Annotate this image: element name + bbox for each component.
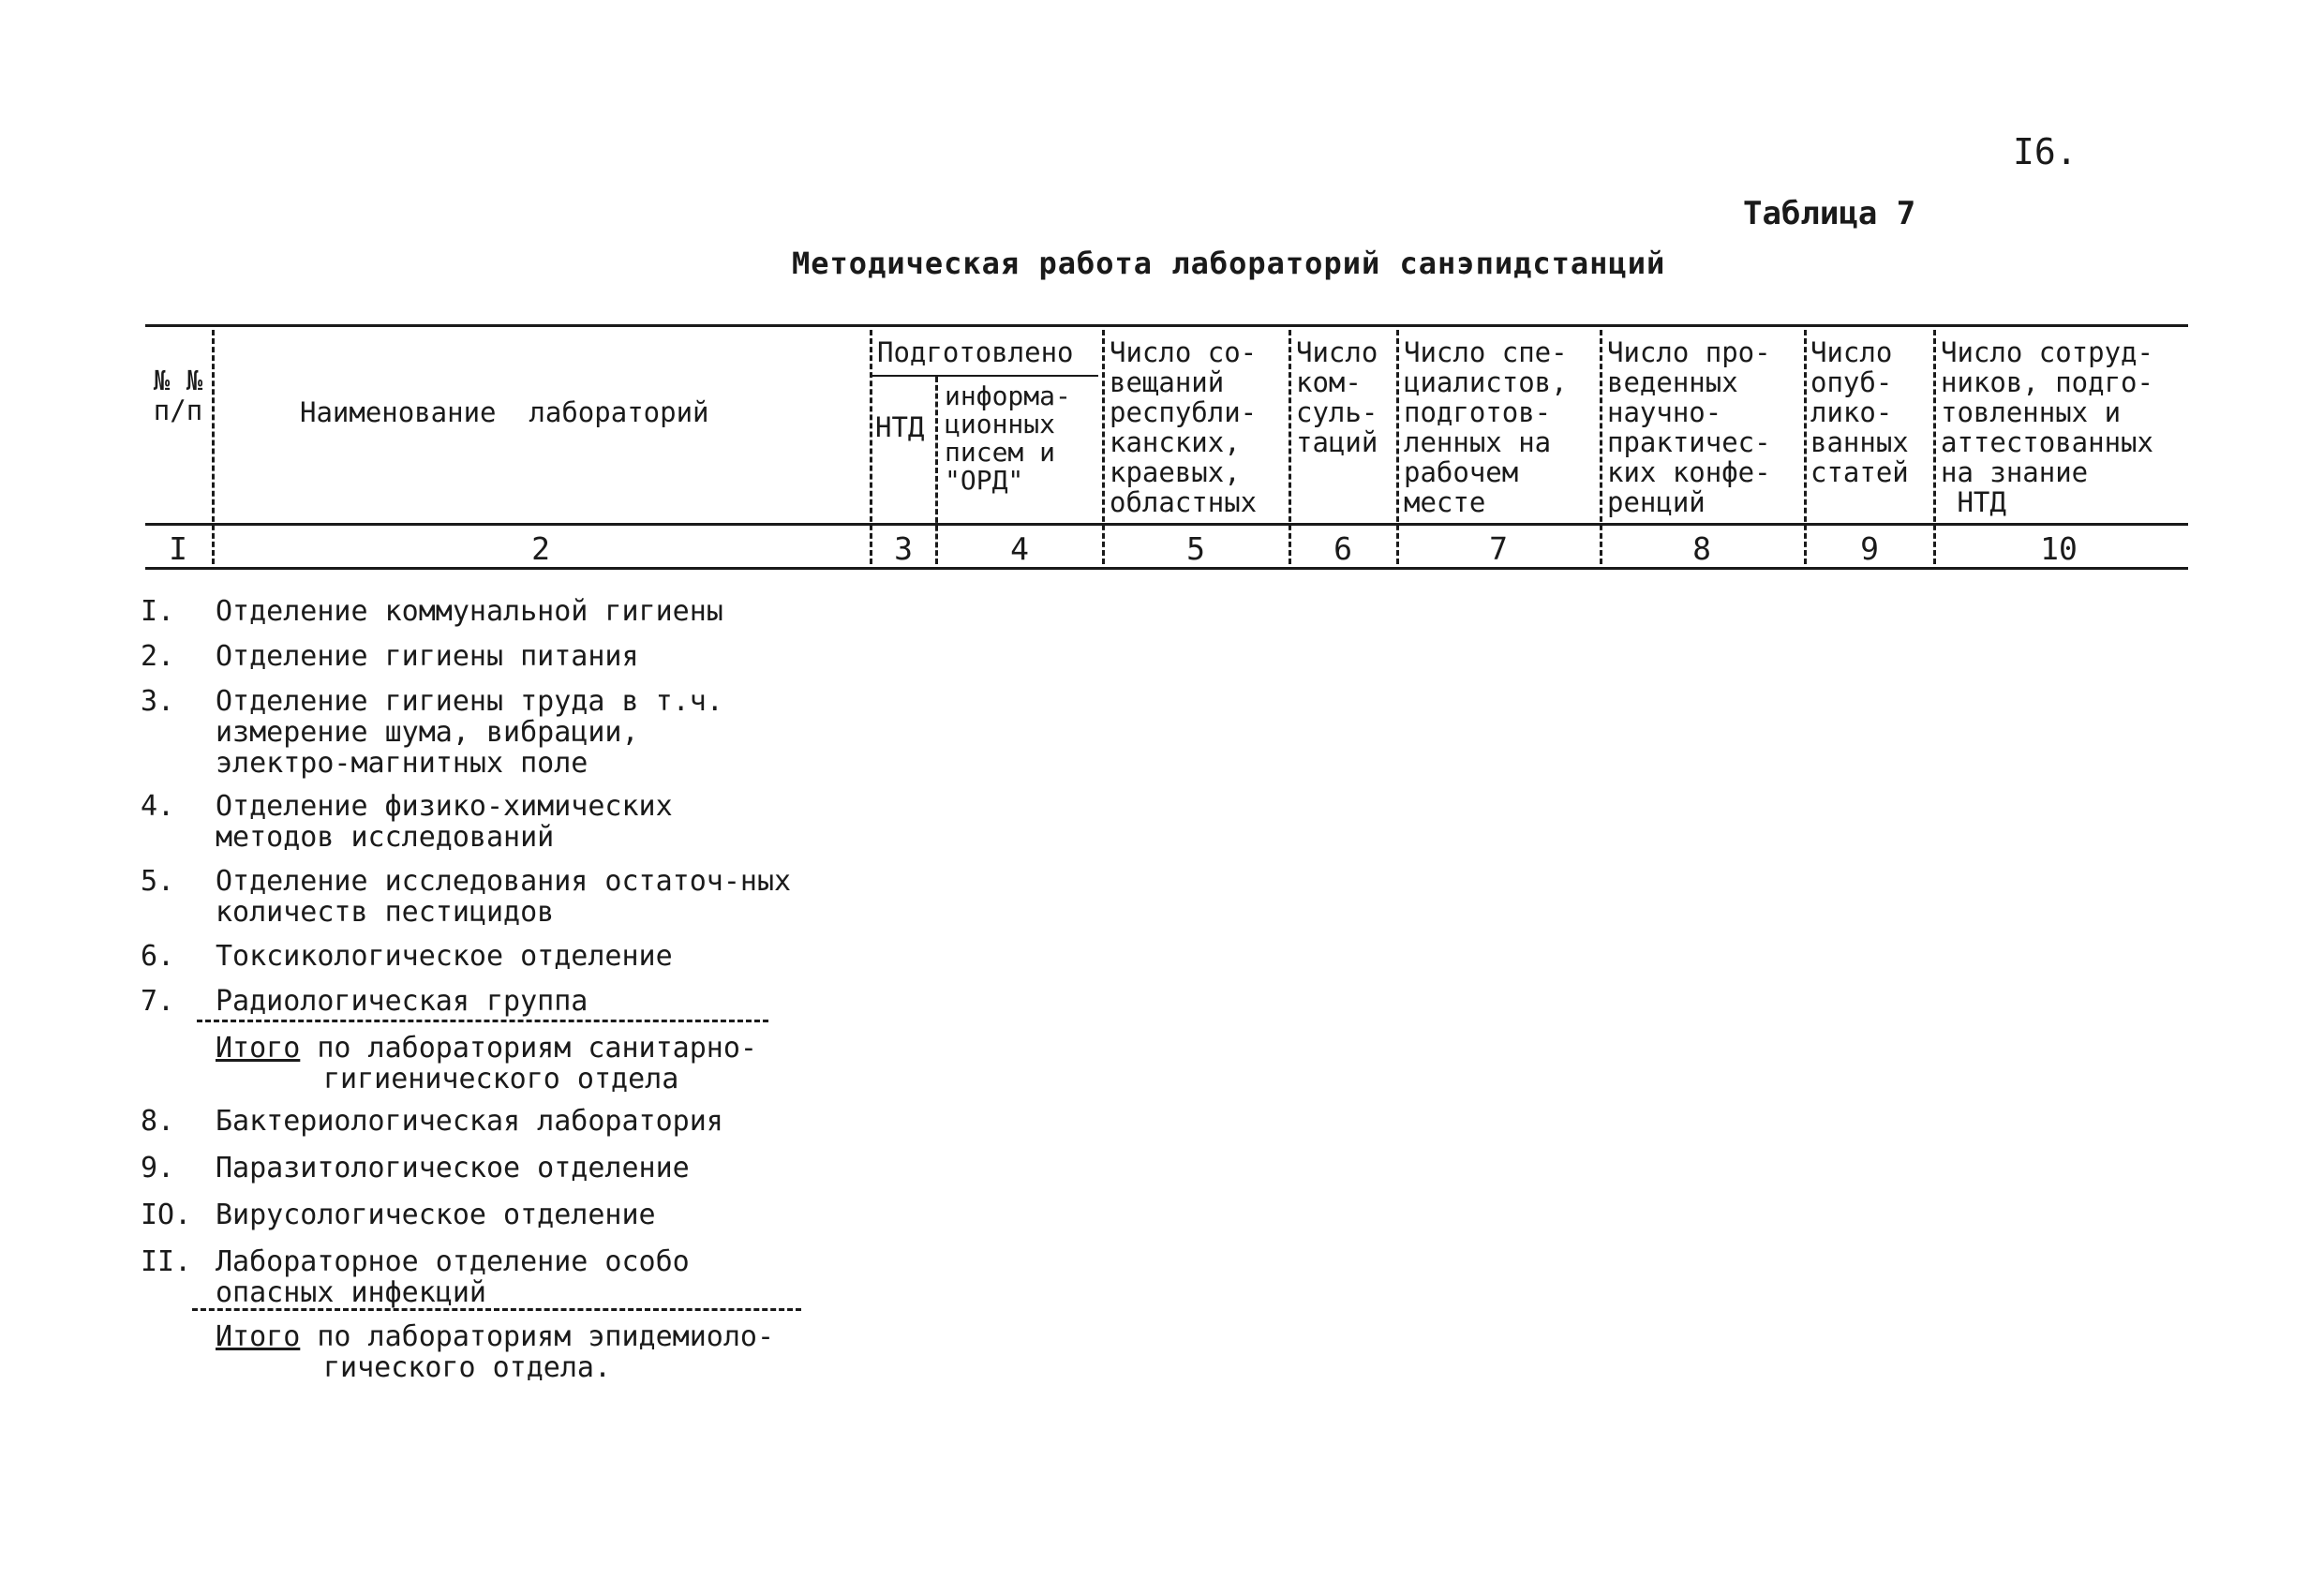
column-divider bbox=[1933, 330, 1936, 564]
column-number: 7 bbox=[1489, 530, 1508, 567]
row-label: Паразитологическое отделение bbox=[216, 1152, 690, 1184]
total-sanitary-department bbox=[216, 1033, 825, 1095]
header-articles: Число опуб- лико- ванных статей bbox=[1810, 336, 1909, 488]
row-label: Отделение гигиены питания bbox=[216, 640, 639, 673]
row-index: IO. bbox=[141, 1199, 192, 1231]
column-number: 6 bbox=[1333, 530, 1352, 567]
column-number: 9 bbox=[1860, 530, 1879, 567]
column-number: 10 bbox=[2040, 530, 2078, 567]
header-consultations: Число ком- суль- таций bbox=[1296, 336, 1378, 458]
dashed-separator bbox=[192, 1308, 801, 1311]
row-label: Отделение физико-химических методов исследований bbox=[216, 790, 673, 854]
column-divider bbox=[1600, 330, 1602, 564]
row-label: Бактериологическая лаборатория bbox=[216, 1105, 723, 1138]
header-ntd: НТД bbox=[875, 411, 925, 443]
row-label: Отделение гигиены труда в т.ч. измерение шума, вибрации, электро-магнитных поле bbox=[216, 685, 723, 780]
header-conferences: Число про- веденных научно- практичес- ких конфе- ренций bbox=[1607, 336, 1771, 518]
table-label: Таблица 7 bbox=[1743, 195, 1916, 232]
column-divider bbox=[1102, 330, 1105, 564]
document-title: Методическая работа лабораторий санэпидстанций bbox=[792, 246, 1666, 281]
column-divider bbox=[1804, 330, 1807, 564]
dashed-separator bbox=[197, 1020, 768, 1022]
column-number: 2 bbox=[531, 530, 550, 567]
row-index: 5. bbox=[141, 865, 175, 898]
table-numbers-bottom-rule bbox=[145, 567, 2188, 570]
row-label: Токсикологическое отделение bbox=[216, 940, 673, 973]
row-index: 2. bbox=[141, 640, 175, 673]
row-index: II. bbox=[141, 1245, 192, 1278]
page-number: I6. bbox=[2013, 131, 2078, 172]
header-prepared: Подготовлено bbox=[877, 336, 1074, 368]
header-laboratory-name: Наименование лабораторий bbox=[300, 396, 709, 428]
total-text-continued: гигиенического отдела bbox=[323, 1063, 679, 1095]
subheader-rule bbox=[872, 375, 1098, 377]
table-top-rule bbox=[145, 324, 2188, 327]
row-label: Отделение исследования остаточ-ных количеств пестицидов bbox=[216, 865, 792, 929]
header-employees: Число сотруд- ников, подго- товленных и аттестованных на знание НТД bbox=[1941, 336, 2153, 518]
table-header-bottom-rule bbox=[145, 523, 2188, 526]
row-label: Вирусологическое отделение bbox=[216, 1199, 656, 1231]
total-label: Итого bbox=[216, 1320, 301, 1353]
column-divider bbox=[212, 330, 215, 564]
total-text-continued: гического отдела. bbox=[323, 1351, 612, 1384]
header-info-letters: информа- ционных писем и "ОРД" bbox=[945, 380, 1071, 496]
total-text: по лабораториям санитарно- bbox=[317, 1032, 757, 1065]
total-text: по лабораториям эпидемиоло- bbox=[317, 1320, 775, 1353]
row-index: 6. bbox=[141, 940, 175, 973]
total-label: Итого bbox=[216, 1032, 301, 1065]
column-number: 8 bbox=[1692, 530, 1711, 567]
row-label: Отделение коммунальной гигиены bbox=[216, 595, 723, 628]
column-number: 5 bbox=[1186, 530, 1205, 567]
row-index: 4. bbox=[141, 790, 175, 823]
column-divider bbox=[935, 377, 938, 564]
column-divider bbox=[1289, 330, 1291, 564]
header-meetings: Число со- вещаний республи- канских, краевых, областных bbox=[1110, 336, 1258, 518]
header-specialists: Число спе- циалистов, подготов- ленных на рабочем месте bbox=[1404, 336, 1568, 518]
column-divider bbox=[870, 330, 872, 564]
total-epidemiological-department bbox=[216, 1321, 825, 1383]
row-index: 9. bbox=[141, 1152, 175, 1184]
column-number: I bbox=[169, 530, 187, 567]
row-label: Радиологическая группа bbox=[216, 985, 588, 1018]
row-label: Лабораторное отделение особо опасных инфекций bbox=[216, 1245, 690, 1309]
row-index: 3. bbox=[141, 685, 175, 718]
row-index: I. bbox=[141, 595, 175, 628]
row-index: 7. bbox=[141, 985, 175, 1018]
header-number: № № п/п bbox=[153, 365, 203, 426]
column-number: 3 bbox=[894, 530, 913, 567]
column-number: 4 bbox=[1010, 530, 1029, 567]
column-divider bbox=[1396, 330, 1399, 564]
row-index: 8. bbox=[141, 1105, 175, 1138]
